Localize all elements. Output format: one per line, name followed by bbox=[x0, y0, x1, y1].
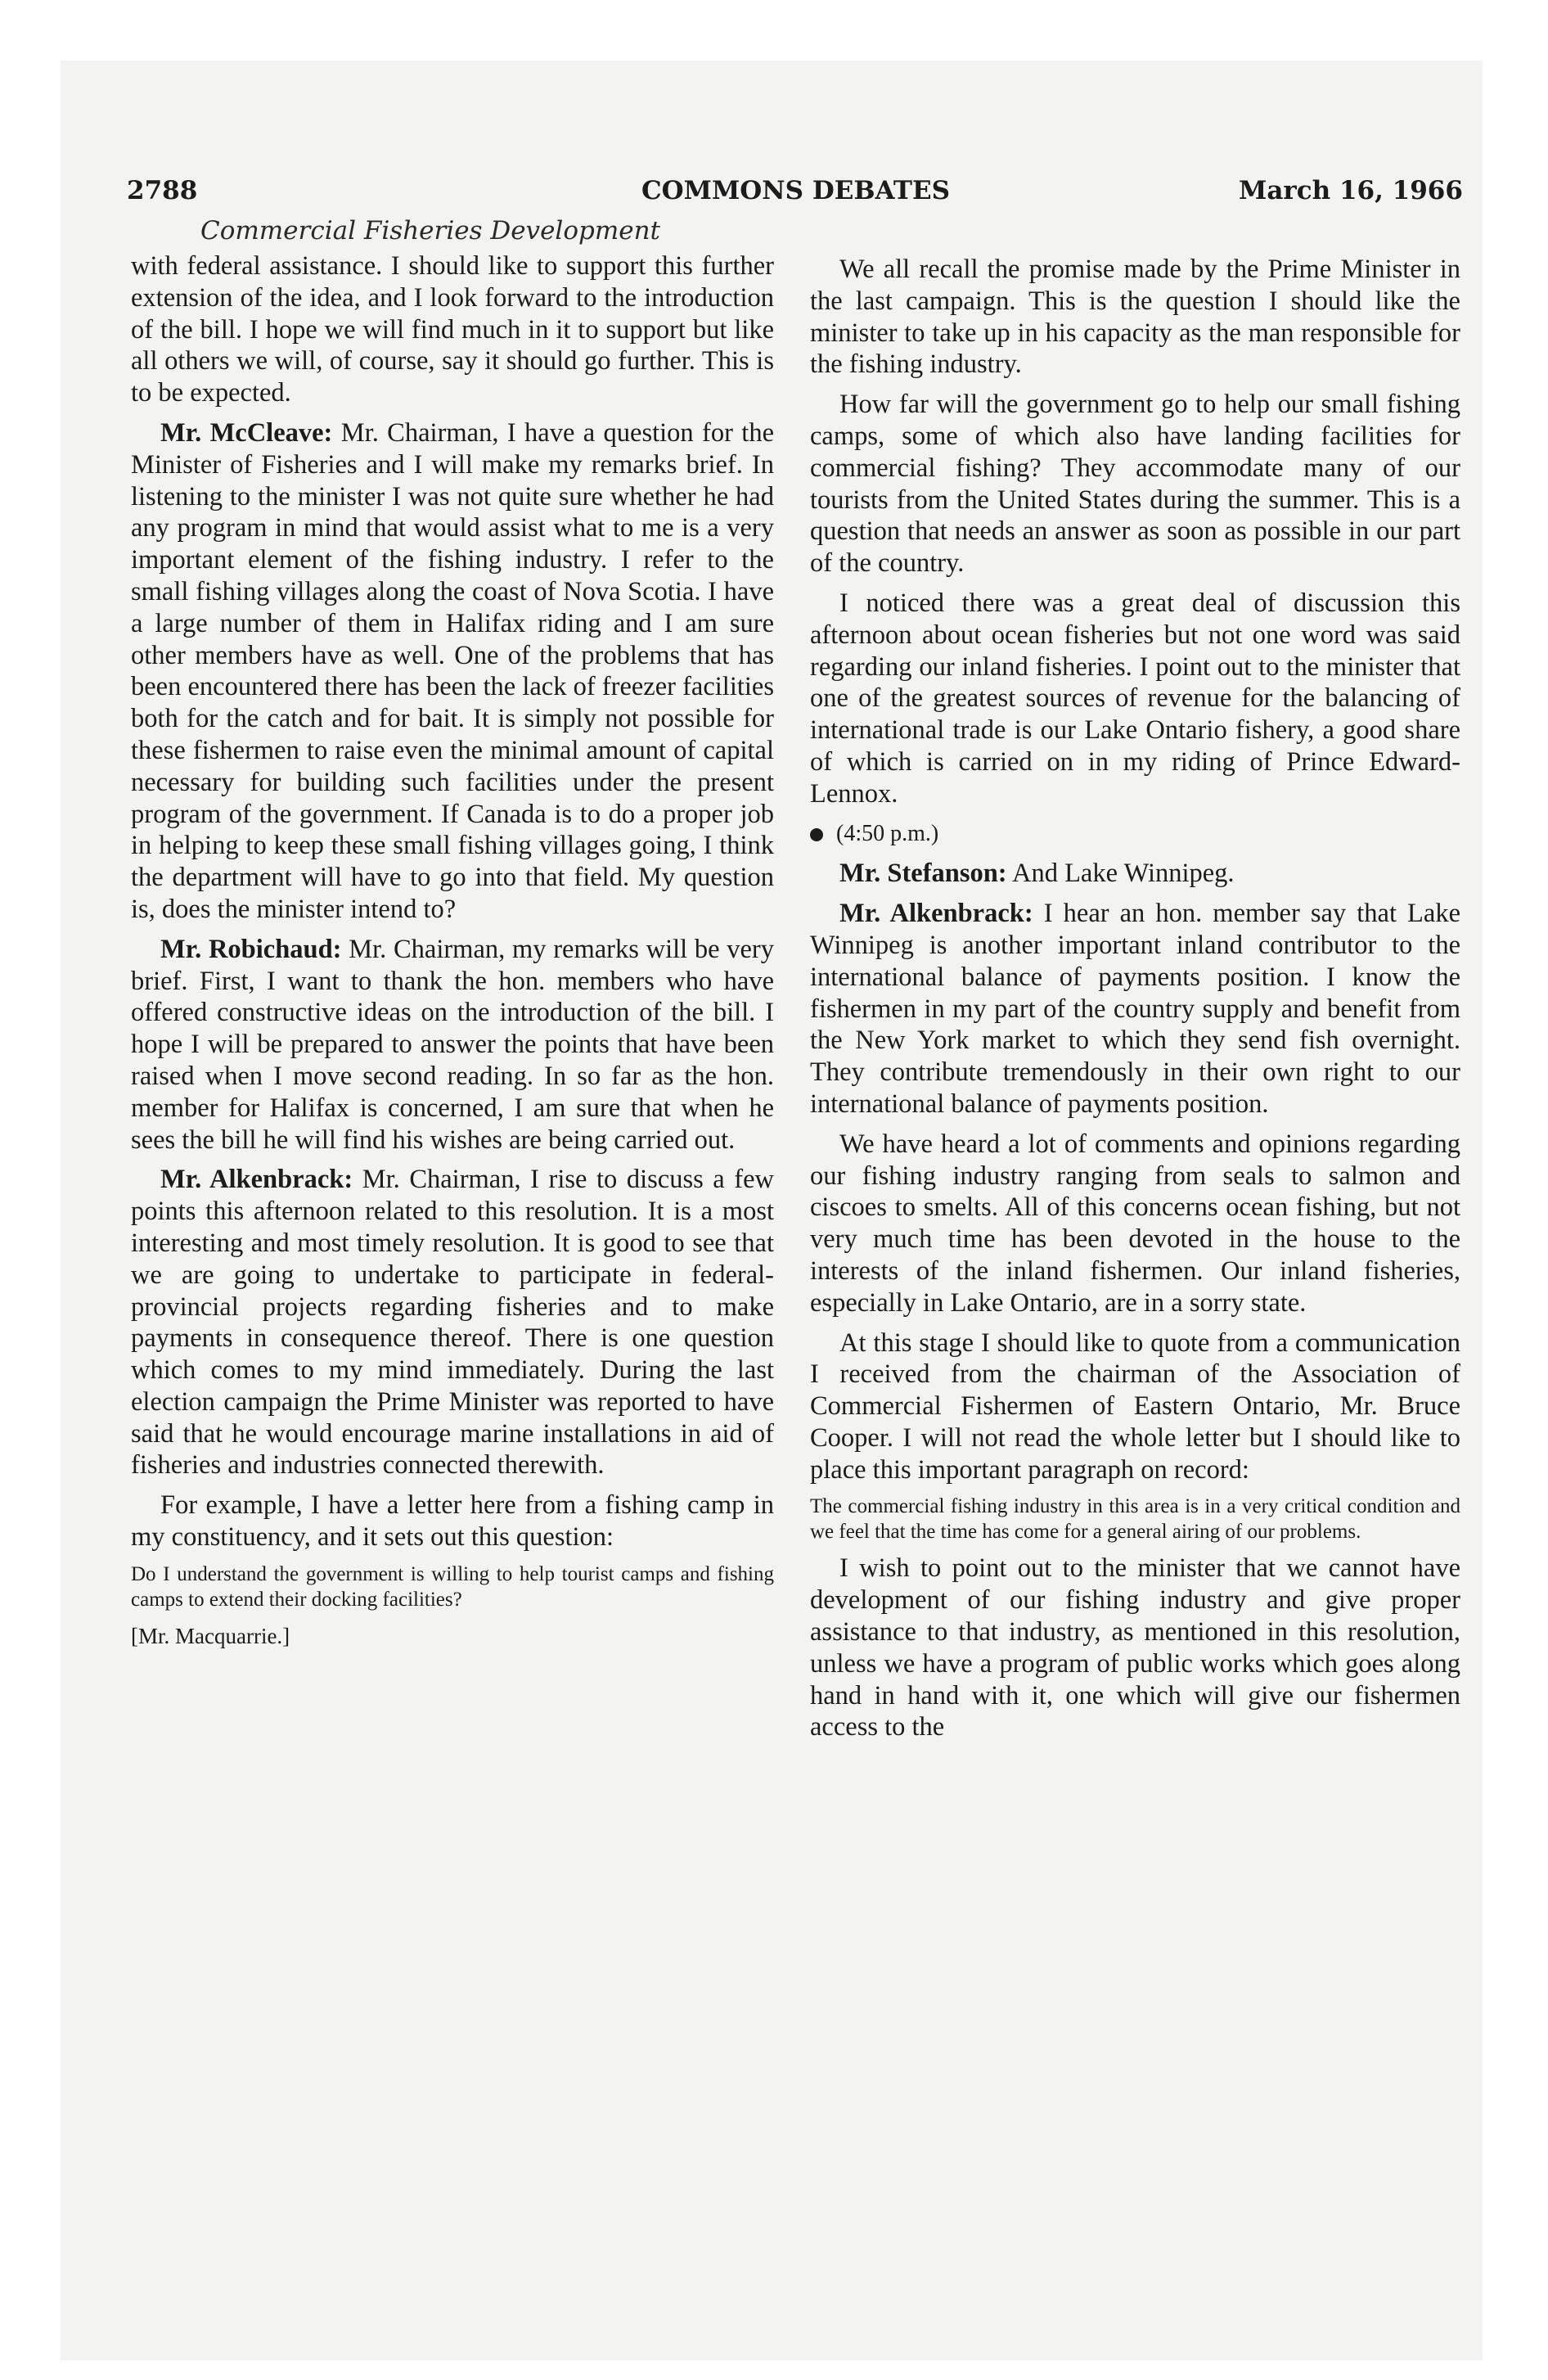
speech-text: I hear an hon. member say that Lake Winnipeg is another important inland contributor to the international balance of payments position. I know the fishermen in my part of the country supply and benefit from the New York market to which they send fish overnight. They contribute tremendously in their own right to our international balance of payments position. bbox=[810, 899, 1460, 1119]
paragraph bbox=[810, 858, 1460, 890]
bullet-icon bbox=[810, 828, 823, 841]
speech-text: Mr. Chairman, my remarks will be very brief. First, I want to thank the hon. members who have offered constructive ideas on the introduction of the bill. I hope I will be prepared to answer the points that have been raised when I move second reading. In so far as the hon. member for Halifax is concerned, I am sure that when he sees the bill he will find his wishes are being carried out. bbox=[131, 934, 774, 1155]
publication-date: March 16, 1966 bbox=[1239, 176, 1463, 205]
quoted-letter: The commercial fishing industry in this area is in a very critical condition and we feel that the time has come for a general airing of our problems. bbox=[810, 1495, 1460, 1544]
quoted-letter: Do I understand the government is willing to help tourist camps and fishing camps to extend their docking facilities? bbox=[131, 1562, 774, 1611]
paragraph: At this stage I should like to quote from a communication I received from the chairman of the Association of Commercial Fishermen of Eastern Ontario, Mr. Bruce Cooper. I will not read the whole letter but I should like to place this important paragraph on record: bbox=[810, 1327, 1460, 1485]
paragraph: We have heard a lot of comments and opinions regarding our fishing industry ranging from seals to salmon and ciscoes to smelts. All of this concerns ocean fishing, but not very much time has been devoted in the house to the interests of the inland fishermen. Our inland fisheries, especially in Lake Ontario, are in a sorry state. bbox=[810, 1129, 1460, 1318]
paragraph bbox=[131, 1164, 774, 1481]
paragraph: For example, I have a letter here from a fishing camp in my constituency, and it sets out this question: bbox=[131, 1490, 774, 1553]
paragraph bbox=[810, 898, 1460, 1120]
paragraph: How far will the government go to help our small fishing camps, some of which also have landing facilities for commercial fishing? They accommodate many of our tourists from the United States during the summer. This is a question that needs an answer as soon as possible in our part of the country. bbox=[810, 390, 1460, 579]
speaker-name: Mr. Robichaud: bbox=[160, 934, 342, 964]
running-subject: Commercial Fisheries Development bbox=[200, 216, 660, 246]
right-column bbox=[810, 254, 1460, 1751]
left-column bbox=[131, 250, 774, 1661]
speaker-name: Mr. Stefanson: bbox=[839, 859, 1007, 889]
timestamp bbox=[810, 818, 1460, 850]
paragraph: with federal assistance. I should like to support this further extension of the idea, and I look forward to the introduction of the bill. I hope we will find much in it to support but like all others we will, of course, say it should go further. This is to be expected. bbox=[131, 251, 774, 408]
speaker-name: Mr. Alkenbrack: bbox=[839, 899, 1033, 929]
paragraph: I noticed there was a great deal of discussion this afternoon about ocean fisheries but not one word was said regarding our inland fisheries. I point out to the minister that one of the greatest sources of revenue for the balancing of international trade is our Lake Ontario fishery, a good share of which is carried on in my riding of Prince Edward-Lennox. bbox=[810, 588, 1460, 809]
speech-text: Mr. Chairman, I rise to discuss a few points this afternoon related to this resolution. It is a most interesting and most timely resolution. It is good to see that we are going to undertake to participate in federal-provincial projects regarding fisheries and to make payments in consequence thereof. There is one question which comes to my mind immediately. During the last election campaign the Prime Minister was reported to have said that he would encourage marine installations in aid of fisheries and industries connected therewith. bbox=[131, 1165, 775, 1481]
publication-title: COMMONS DEBATES bbox=[641, 176, 950, 205]
speech-text: And Lake Winnipeg. bbox=[1011, 859, 1235, 889]
paragraph bbox=[131, 417, 774, 926]
paragraph: I wish to point out to the minister that we cannot have development of our fishing industry and give proper assistance to that industry, as mentioned in this resolution, unless we have a program of public works which goes along hand in hand with it, one which will give our fishermen access to the bbox=[810, 1553, 1460, 1742]
speech-text: Mr. Chairman, I have a question for the Minister of Fisheries and I will make my remarks brief. In listening to the minister I was not quite sure whether he had any program in mind that would assist what to me is a very important element of the fishing industry. I refer to the small fishing villages along the coast of Nova Scotia. I have a large number of them in Halifax riding and I am sure other members have as well. One of the problems that has been encountered there has been the lack of freezer facilities both for the catch and for bait. It is simply not possible for these fishermen to raise even the minimal amount of capital necessary for building such facilities under the present program of the government. If Canada is to do a proper job in helping to keep these small fishing villages going, I think the department will have to go into that field. My question is, does the minister intend to? bbox=[131, 417, 775, 924]
chair-attribution: [Mr. Macquarrie.] bbox=[131, 1623, 290, 1648]
timestamp-text: (4:50 p.m.) bbox=[836, 820, 939, 846]
speaker-name: Mr. Alkenbrack: bbox=[160, 1165, 353, 1195]
paragraph: We all recall the promise made by the Prime Minister in the last campaign. This is the question I should like the minister to take up in his capacity as the man responsible for the fishing industry. bbox=[810, 255, 1460, 380]
paragraph bbox=[131, 934, 774, 1156]
speaker-name: Mr. McCleave: bbox=[160, 417, 333, 448]
page-number: 2788 bbox=[127, 176, 198, 205]
